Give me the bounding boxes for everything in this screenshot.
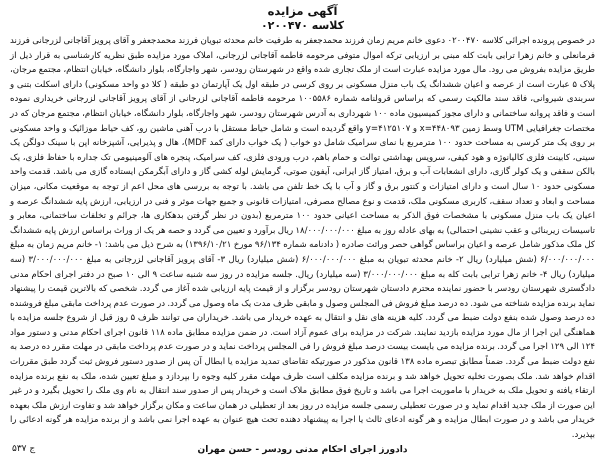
notice-title: آگهی مزایده (267, 4, 338, 18)
notice-body: در خصوص پرونده اجرائی کلاسه ۰۲۰۰۴۷۰ دعوی خانم مریم زمان فرزند محمدجعفر به طرفیت خانم محدثه تبویان فرزند محمدجعفر و آقای پرویز آقاجانی لزرجانی فرزند فرمانعلی و خانم زهرا ترابی بابت کله مبنی بر ارزیابی ترکه اموال متوفی مرحومه فاطمه آقاجانی لزرجانی، املاک مورد مزایده طبق نظریه کارشناسی به قرار ذیل از طریق مزایده بفروش می رود. مال مورد مزایده عبارت است از ملک تجاری شده واقع در شهرستان رودسر، شهر واجارگاه، بلوار دانشگاه، خیابان انتظام، مجتمع مرجان، پلاک ۵ عبارت است از عرصه و اعیان ششدانگ یک باب منزل مسکونی بر روی کرسی در طبقه اول یک آپارتمان دو طبقه ( کلا دو واحد مسکونی) دارای اسکلت بتنی و سربندی شیروانی، فاقد سند مالکیت رسمی که براساس قرولنامه شماره ۱۰۰۵۵۸۶ مرحومه فاطمه آقاجانی لزرجانی از آقای پرویز آقاجانی لزرجانی خریداری نموده است و فاقد پروانه ساختمانی و دارای مجوز کمیسیون ماده ۱۰۰ شهرداری به آدرس شهرستان رودسر، شهر واجارگاه، بلوار دانشگاه، خیابان انتظام، مجتمع مرجان که در مختصات جغرافیایی UTM وسط زمین ۴۴۸۰۹۳=x و ۴۱۲۵۱۰۷=y واقع گردیده است و شامل حیاط مستقل با درب آهنی ماشین رو، کف حیاط موزائیک و واحد مسکونی بر روی یک متر کرسی به مساحت حدود ۱۰۰ مترمربع با نمای سرامیک شامل دو خواب ( یک خواب دارای کمد MDF)، هال و پذیرایی، آشپزخانه اپن با سینک دولگن یک سینی، کابینت فلزی کالیانوژه و هود کیفی، سرویس بهداشتی توالت و حمام باهم، درب ورودی فلزی، کف سرامیک، پنجره های آلومینیومی تک جداره با حفاظ فلزی، یک بالکن سقفی و یک کولر گازی، دارای انشعابات آب و برق، امتیاز گاز ایرانی، آیفون صوتی، گرمایش لوله کشی گاز و دارای آبگرمکن ایستاده گازی می باشد. قدمت واحد مسکونی حدود ۱۰ سال است و دارای امتیازات و کنتور برق و گاز و آب با یک خط تلفن می باشد. با توجه به بررسی های محل اعم از توجه به موقعیت مکانی، میزان مساحت و ابعاد و تعداد سقف، کاربری مسکونی ملک، قدمت و نوع مصالح مصرفی، امتیازات قانونی و جمیع جهات موثر و فنی در ارزیابی، ارزش پایه ششدانگ عرصه و اعیان یک باب منزل مسکونی با مشخصات فوق الذکر به مساحت اعیانی حدود ۱۰۰ مترمربع (بدون در نظر گرفتن بدهکاری ها، جرائم و تخلفات ساختمانی، معابر و تاسیسات زیربنائی و عقب نشینی احتمالی) به بهای عادله روز به مبلغ ۱۸/۰۰۰/۰۰۰/۰۰۰ ریال برآورد و تعیین می گردد و حصه هر یک از وراث براساس ارزش پایه ششدانگ کل ملک مذکور شامل عرصه و اعیان براساس گواهی حصر وراثت صادره ( دادنامه شماره ۹۶/۱۳۴ مورخ ۱۳۹۶/۱۰/۲۱) به شرح ذیل می باشد: ۱- خانم مریم زمان به مبلغ ۶/۰۰۰/۰۰۰/۰۰۰ (شش میلیارد) ریال ۲- خانم محدثه تبویان به مبلغ ۶/۰۰۰/۰۰۰/۰۰۰ (شش میلیارد) ریال ۳- آقای پرویز آقاجانی لزرجانی به مبلغ ۳/۰۰۰/۰۰۰/۰۰۰ (سه میلیارد) ریال ۴- خانم زهرا ترابی بابت کله به مبلغ ۳/۰۰۰/۰۰۰/۰۰۰ (سه میلیارد) ریال. جلسه مزایده در روز سه شنبه ساعت ۹ الی ۱۰ صبح در دفتر اجرای احکام مدنی دادگستری شهرستان رودسر با حضور نماینده محترم دادستان شهرستان رودسر برگزار و از قیمت پایه ارزیابی شده آغاز می گردد. شخصی که بالاترین قیمت را پیشنهاد نماید برنده مزایده شناخته می شود. ده درصد مبلغ فروش فی المجلس وصول و مابقی ظرف مدت یک ماه وصول می گردد. در صورت عدم پرداخت مابقی مبلغ فروشنده ده درصد وصول شده بنفع دولت ضبط می گردد. کلیه هزینه های نقل و انتقال به عهده خریدار می باشد. خریداران می توانند ظرف ۵ روز قبل از شروع جلسه مزایده با هماهنگی این اجرا از مال مورد مزایده بازدید نمایند. شرکت در مزایده برای عموم آزاد است. در ضمن مزایده مطابق ماده ۱۱۸ قانون اجرای احکام مدنی و دستور مواد ۱۲۴ الی ۱۲۹ اجرا می گردد. برنده مزایده می بایست بیست درصد مبلغ فروش را فی المجلس پرداخت نماید و در صورت عدم پرداخت مابقی در مهلت مقرر ده درصد به نفع دولت ضبط می گردد. ضمناً مطابق تبصره ماده ۱۳۸ قانون مذکور در صورتیکه تقاضای تمدید مزایده یا ابطال آن پس از صدور دستور فروش ثبت گردد طبق مقررات اقدام خواهد شد. ملک بصورت تخلیه تحویل خواهد شد و برنده مزایده مکلف است ظرف مهلت مقرر کلیه وجوه را بپردازد و مبلغ تعیین شده، ملک به نفع برنده مزایده ارتقاء یافته و تحویل ملک به خریدار با ماموریت اجرا می باشد و تاریخ فوق مطابق ملاک است و خریدار پس از صدور سند انتقال به نام وی ملک را تحویل بگیرد و در غیر این صورت از ملک جدید اقدام نماید و در صورت تعطیلی رسمی جلسه مزایده در روز بعد از تعطیلی در همان ساعت و مکان برگزار خواهد شد و تفاوت ارزش ملک بعهده خریدار می باشد و در صورت ابطال مزایده و هر گونه ادعای ثالث یا اجرا به پیشنهاد دهنده تحت هیچ عنوان به عهده اجرا نمی باشد و از برنده مزایده هر گونه ادعائی را بپذیرد. (10, 36, 595, 441)
reference-number: ج ۵۳۷ (12, 444, 36, 454)
signature-line: دادورز اجرای احکام مدنی رودسر - حسن مهران (197, 444, 408, 455)
case-class-number: کلاسه ۰۲۰۰۴۷۰ (260, 19, 345, 32)
